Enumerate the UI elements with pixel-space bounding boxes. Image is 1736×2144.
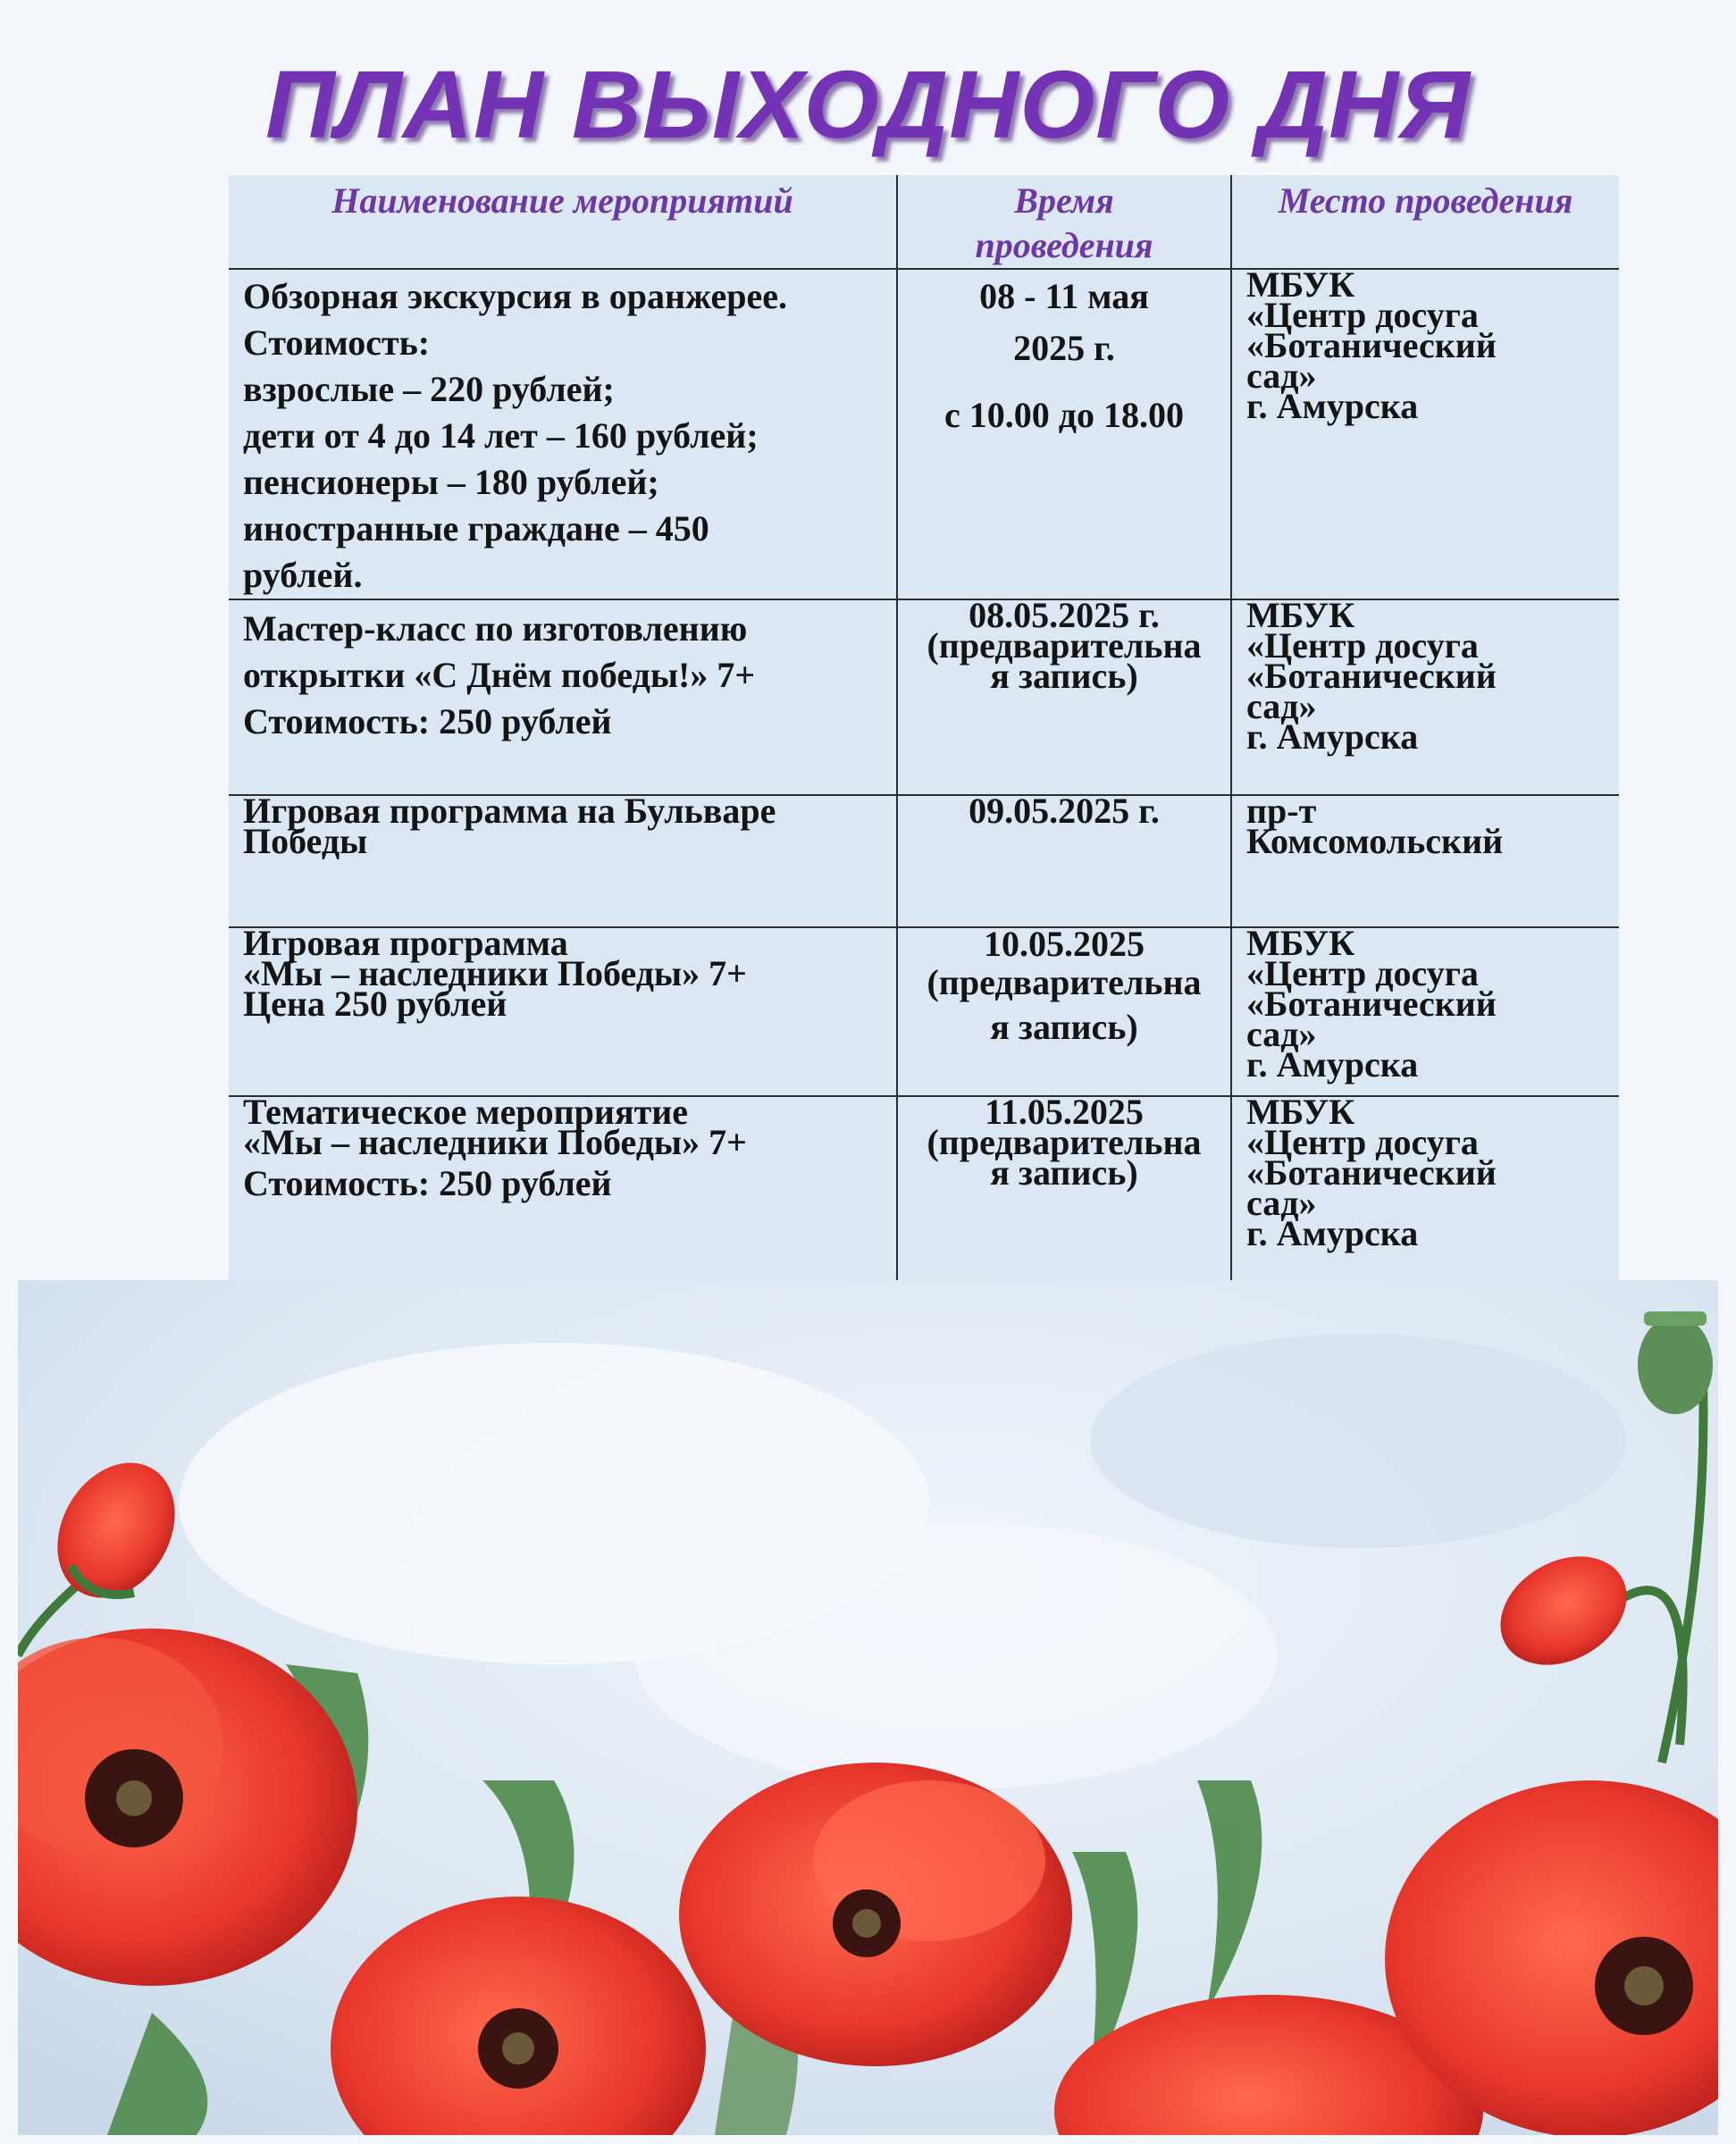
cloud	[1090, 1334, 1626, 1548]
event-place-line: г. Амурска	[1246, 1213, 1419, 1253]
event-place-line: сад»	[1246, 686, 1317, 726]
event-place-line: сад»	[1246, 1183, 1317, 1223]
event-time-line: 08 - 11 мая	[979, 276, 1149, 316]
event-time-line: 09.05.2025 г.	[969, 791, 1160, 831]
event-name-cell	[229, 791, 897, 927]
event-time-line: 08.05.2025 г.	[969, 595, 1160, 635]
event-name-line: Обзорная экскурсия в оранжерее.	[243, 276, 788, 316]
event-name-line: рублей.	[243, 555, 363, 595]
table-row	[229, 599, 1619, 795]
event-name-cell	[229, 923, 897, 1096]
event-place-cell	[1231, 264, 1619, 599]
event-name-line: Стоимость: 250 рублей	[243, 1163, 612, 1203]
event-name-line: иностранные граждане – 450	[243, 508, 709, 549]
event-time-cell	[897, 269, 1231, 599]
event-name-line: Стоимость: 250 рублей	[243, 701, 612, 741]
header-time-line: проведения	[975, 225, 1153, 265]
event-name-line: Тематическое мероприятие	[243, 1092, 689, 1132]
table-header-row	[229, 175, 1619, 269]
event-place-cell	[1231, 1092, 1619, 1292]
event-time-cell	[897, 791, 1231, 927]
event-place-line: «Центр досуга	[1246, 1122, 1479, 1162]
event-time-cell	[897, 595, 1231, 795]
event-name-line: взрослые – 220 рублей;	[243, 369, 615, 409]
event-time-line: я запись)	[990, 1152, 1138, 1193]
page-title: ПЛАН ВЫХОДНОГО ДНЯ	[265, 50, 1471, 158]
event-place-line: г. Амурска	[1246, 386, 1419, 426]
event-time-line: (предварительна	[927, 962, 1202, 1002]
table-row	[229, 1096, 1619, 1292]
header-time	[897, 175, 1231, 269]
event-name-line: открытки «С Днём победы!» 7+	[243, 655, 756, 695]
event-name-line: Игровая программа	[243, 923, 568, 963]
event-name-line: Победы	[243, 821, 368, 861]
event-place-line: МБУК	[1246, 1092, 1355, 1132]
event-time-line: (предварительна	[927, 1122, 1202, 1162]
event-name-line: Игровая программа на Бульваре	[243, 791, 776, 831]
event-place-line: МБУК	[1246, 264, 1355, 305]
event-place-line: МБУК	[1246, 923, 1355, 963]
header-name: Наименование мероприятий	[331, 180, 793, 221]
event-time-line: (предварительна	[927, 625, 1202, 666]
table-row	[229, 795, 1619, 927]
event-place-line: сад»	[1246, 356, 1317, 396]
events-table	[229, 175, 1619, 1292]
event-place-line: «Центр досуга	[1246, 625, 1479, 666]
event-time-line: 11.05.2025	[985, 1092, 1144, 1132]
event-time-line: 10.05.2025	[984, 924, 1145, 964]
event-time-cell	[897, 1092, 1231, 1292]
event-name-line: дети от 4 до 14 лет – 160 рублей;	[243, 415, 759, 456]
event-place-line: «Ботанический	[1246, 325, 1497, 365]
event-place-line: пр-т	[1246, 791, 1317, 831]
header-place: Место проведения	[1231, 175, 1619, 269]
event-place-cell	[1231, 791, 1619, 927]
event-time-line: я запись)	[990, 1007, 1138, 1047]
event-place-line: г. Амурска	[1246, 1044, 1419, 1085]
event-place-line: «Ботанический	[1246, 656, 1497, 696]
event-name-cell	[229, 599, 897, 795]
cloud	[634, 1521, 1278, 1789]
event-place-cell	[1231, 923, 1619, 1096]
event-place-line: Комсомольский	[1246, 821, 1504, 861]
event-name-line: пенсионеры – 180 рублей;	[243, 462, 659, 502]
event-place-line: «Центр досуга	[1246, 295, 1479, 335]
event-place-line: «Ботанический	[1246, 1152, 1497, 1193]
event-name-cell	[229, 269, 897, 599]
header-time-line: Время	[1014, 180, 1114, 221]
event-time-cell	[897, 924, 1231, 1096]
event-name-line: «Мы – наследники Победы» 7+	[243, 1122, 747, 1162]
poppy-flower	[679, 1763, 1072, 2066]
table-row	[229, 927, 1619, 1096]
event-place-line: «Центр досуга	[1246, 953, 1479, 993]
table-row	[229, 269, 1619, 599]
event-name-line: Мастер-класс по изготовлению	[243, 608, 748, 649]
event-time-line: я запись)	[990, 656, 1138, 696]
event-name-line: «Мы – наследники Победы» 7+	[243, 953, 747, 993]
event-name-line: Цена 250 рублей	[243, 984, 507, 1024]
event-place-line: МБУК	[1246, 595, 1355, 635]
event-place-line: «Ботанический	[1246, 984, 1497, 1024]
event-name-line: Стоимость:	[243, 322, 431, 363]
event-place-line: сад»	[1246, 1014, 1317, 1054]
event-time-line: с 10.00 до 18.00	[944, 395, 1184, 435]
event-time-line: 2025 г.	[1013, 328, 1115, 368]
event-name-cell	[229, 1092, 897, 1292]
poppy-illustration	[18, 1280, 1718, 2135]
event-place-line: г. Амурска	[1246, 716, 1419, 757]
event-place-cell	[1231, 595, 1619, 795]
